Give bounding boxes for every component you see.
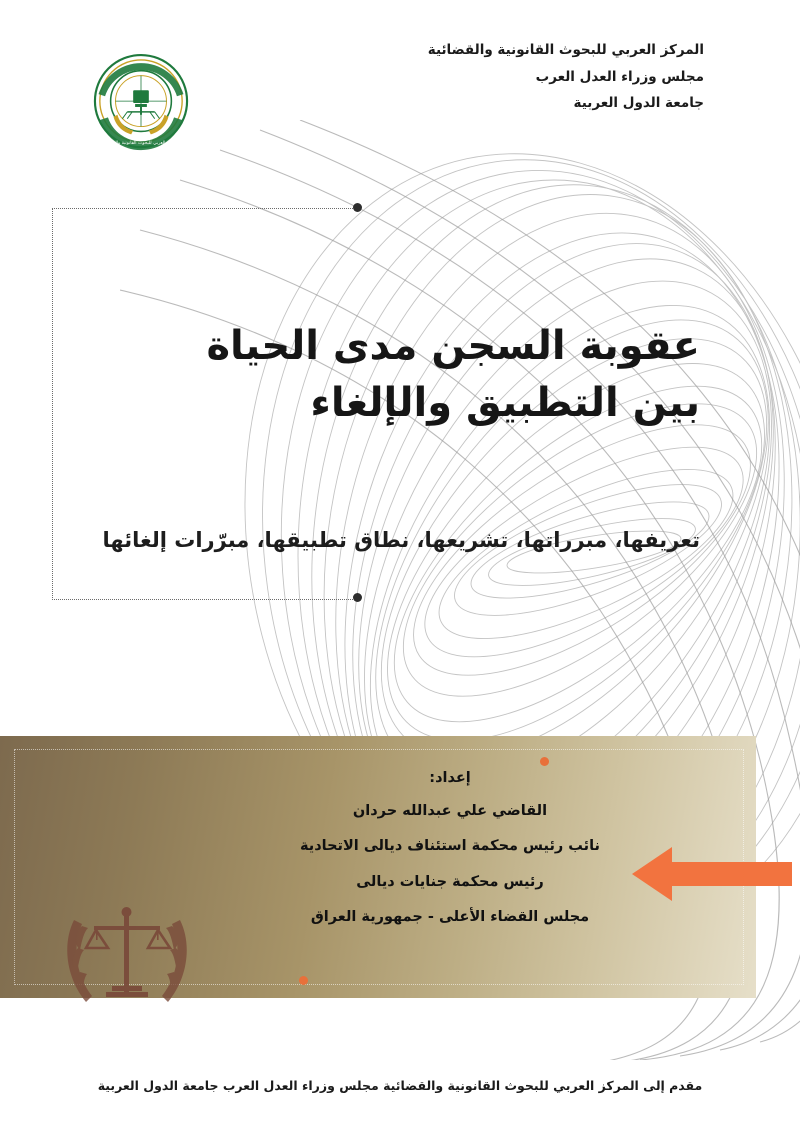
document-footer: مقدم إلى المركز العربي للبحوث القانونية والقضائية مجلس وزراء العدل العرب جامعة الدول العربية bbox=[97, 1078, 703, 1093]
author-line-2: نائب رئيس محكمة استئناف ديالى الاتحادية bbox=[299, 838, 600, 855]
frame-dot-bottom bbox=[353, 593, 362, 602]
author-line-4: مجلس القضاء الأعلى - جمهورية العراق bbox=[310, 909, 590, 926]
orange-left-arrow bbox=[632, 845, 792, 903]
header-block bbox=[428, 44, 704, 124]
frame-dot-top bbox=[353, 203, 362, 212]
document-title bbox=[100, 318, 700, 432]
author-line-3: رئيس محكمة جنايات ديالى bbox=[356, 873, 544, 890]
header-line-3: جامعة الدول العربية bbox=[573, 95, 704, 111]
document-subtitle: تعريفها، مبرراتها، تشريعها، نطاق تطبيقها، مبرّرات إلغائها bbox=[102, 528, 700, 552]
title-line-1: عقوبة السجن مدى الحياة bbox=[206, 323, 700, 369]
emblem-caption: المركز العربي للبحوث القانونية والقضائية bbox=[102, 141, 180, 147]
header-line-1: المركز العربي للبحوث القانونية والقضائية bbox=[427, 42, 704, 58]
panel-dot-bottom bbox=[299, 976, 308, 985]
author-line-1: القاضي علي عبدالله حردان bbox=[352, 803, 548, 819]
panel-dot-top bbox=[540, 757, 549, 766]
authors-label: إعداد: bbox=[429, 770, 471, 786]
title-line-2: بين التطبيق والإلغاء bbox=[310, 379, 700, 426]
header-line-2: مجلس وزراء العدل العرب bbox=[535, 68, 704, 85]
arab-league-justice-emblem bbox=[92, 50, 190, 160]
